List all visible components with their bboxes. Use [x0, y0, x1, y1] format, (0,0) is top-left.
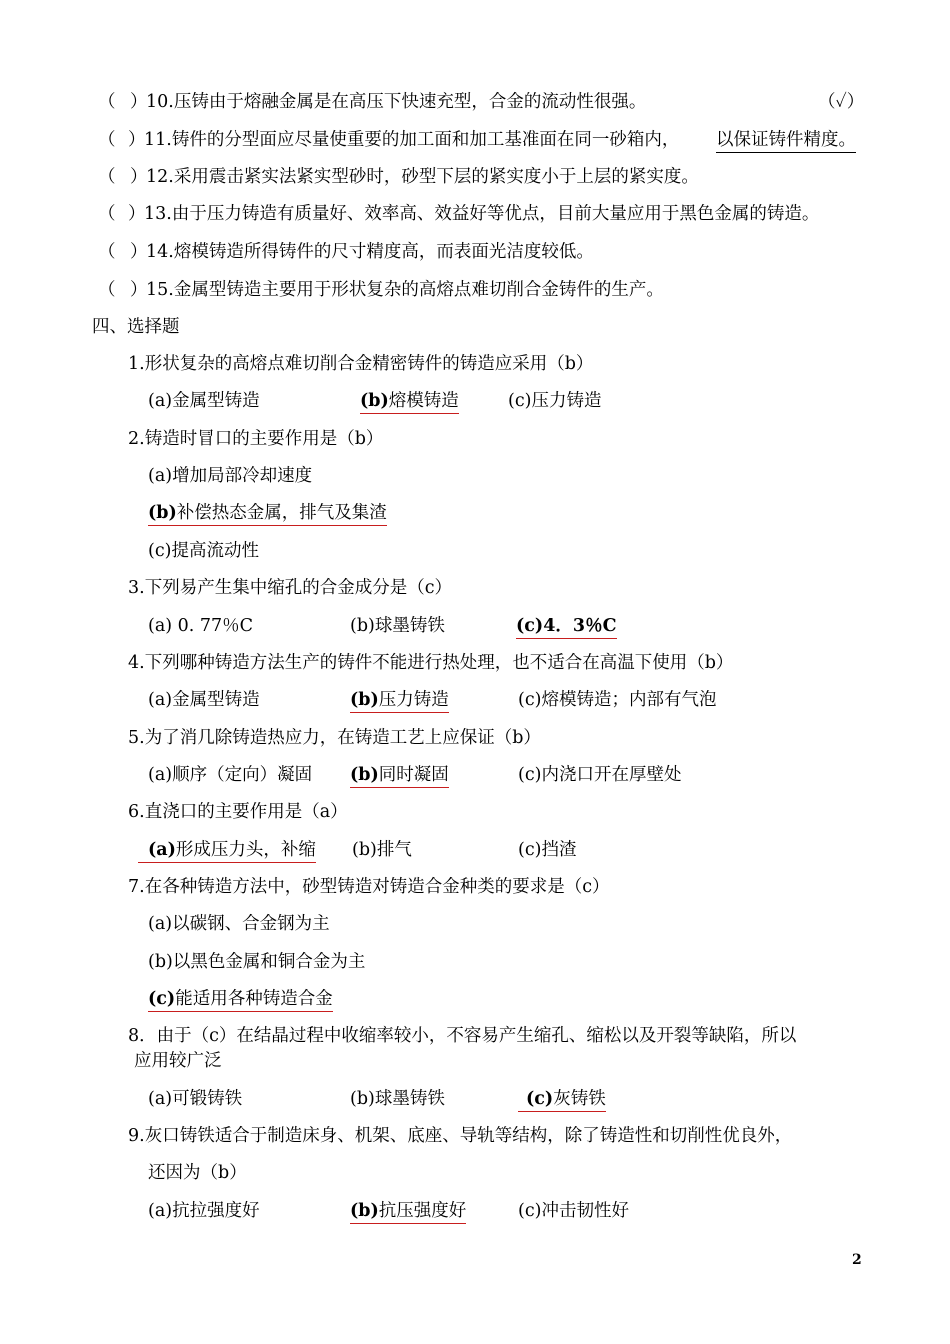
option-b: (b)球墨铸铁: [350, 616, 445, 636]
item-text: 12.采用震击紧实法紧实型砂时，砂型下层的紧实度小于上层的紧实度。: [146, 167, 699, 187]
paren-close: ）: [128, 130, 146, 150]
paren-open: （: [98, 280, 116, 300]
question-stem: 5.为了消几除铸造热应力，在铸造工艺上应保证（b）: [128, 728, 541, 748]
option-a: (a)金属型铸造: [148, 690, 260, 710]
option-c: (c)内浇口开在厚壁处: [518, 765, 682, 785]
answer-check: （✓）: [818, 92, 865, 112]
paren-open: （: [98, 130, 116, 150]
option-a: (a)金属型铸造: [148, 391, 260, 411]
option-a: (a)可锻铸铁: [148, 1089, 243, 1109]
option-b-correct: [350, 764, 449, 788]
paren-close: ）: [130, 280, 148, 300]
option-key: (c): [148, 989, 176, 1009]
paren-open: （: [98, 242, 116, 262]
option-text: 灰铸铁: [553, 1089, 606, 1109]
option-key: (b): [350, 1201, 379, 1221]
option-a: (a) 0. 77％C: [148, 616, 254, 636]
paren-close: ）: [130, 167, 148, 187]
option-a: (a)以碳钢、合金钢为主: [148, 914, 330, 934]
paren-open: （: [98, 167, 116, 187]
question-stem-line2: 还因为（b）: [148, 1163, 247, 1183]
option-b: (b)球墨铸铁: [350, 1089, 445, 1109]
option-key: (a): [148, 840, 176, 860]
option-text: 补偿热态金属，排气及集渣: [176, 503, 387, 523]
answer-correction: 以保证铸件精度。: [716, 129, 856, 153]
option-key: (b): [350, 690, 379, 710]
question-stem: 6.直浇口的主要作用是（a）: [128, 802, 348, 822]
paren-close: ）: [130, 92, 148, 112]
option-key: (b): [148, 503, 177, 523]
option-c: (c)压力铸造: [508, 391, 602, 411]
option-text: 压力铸造: [378, 690, 449, 710]
section-title: 四、选择题: [92, 317, 180, 337]
item-text: 11.铸件的分型面应尽量使重要的加工面和加工基准面在同一砂箱内，: [144, 130, 680, 150]
question-stem: 2.铸造时冒口的主要作用是（b）: [128, 429, 384, 449]
option-b-correct: [350, 1200, 466, 1224]
question-stem-line1: 8．由于（c）在结晶过程中收缩率较小，不容易产生缩孔、缩松以及开裂等缺陷，所以: [128, 1026, 797, 1046]
option-b-correct: [148, 502, 387, 526]
paren-open: （: [98, 204, 116, 224]
option-c-correct: [516, 615, 617, 639]
option-text: 4．3％C: [543, 616, 617, 636]
option-text: 形成压力头，补缩: [175, 840, 316, 860]
item-text: 15.金属型铸造主要用于形状复杂的高熔点难切削合金铸件的生产。: [146, 280, 664, 300]
option-text: 同时凝固: [378, 765, 449, 785]
option-c: (c)挡渣: [518, 840, 577, 860]
option-text: 熔模铸造: [388, 391, 459, 411]
option-key: (b): [350, 765, 379, 785]
option-text: 能适用各种铸造合金: [175, 989, 333, 1009]
question-stem: 4.下列哪种铸造方法生产的铸件不能进行热处理，也不适合在高温下使用（b）: [128, 653, 734, 673]
option-key: (c): [516, 616, 544, 636]
option-c: (c)熔模铸造；内部有气泡: [518, 690, 717, 710]
option-b-correct: [360, 390, 459, 414]
option-a: (a)增加局部冷却速度: [148, 466, 313, 486]
option-a: (a)抗拉强度好: [148, 1201, 260, 1221]
option-b: (b)以黑色金属和铜合金为主: [148, 952, 366, 972]
item-text: 14.熔模铸造所得铸件的尺寸精度高，而表面光洁度较低。: [146, 242, 594, 262]
item-text: 10.压铸由于熔融金属是在高压下快速充型，合金的流动性很强。: [146, 92, 647, 112]
option-c: (c)提高流动性: [148, 541, 259, 561]
question-stem: 3.下列易产生集中缩孔的合金成分是（c）: [128, 578, 452, 598]
page-number: 2: [852, 1252, 862, 1268]
paren-close: ）: [128, 204, 146, 224]
question-stem-line1: 9.灰口铸铁适合于制造床身、机架、底座、导轨等结构，除了铸造性和切削性优良外，: [128, 1126, 793, 1146]
option-c: (c)冲击韧性好: [518, 1201, 629, 1221]
item-text: 13.由于压力铸造有质量好、效率高、效益好等优点，目前大量应用于黑色金属的铸造。: [144, 204, 820, 224]
option-c-correct: [148, 988, 333, 1012]
option-a-correct: [138, 839, 316, 863]
paren-open: （: [98, 92, 116, 112]
paren-close: ）: [130, 242, 148, 262]
option-key: (b): [360, 391, 389, 411]
question-stem: 7.在各种铸造方法中，砂型铸造对铸造合金种类的要求是（c）: [128, 877, 610, 897]
option-b-correct: [350, 689, 449, 713]
option-b: (b)排气: [352, 840, 412, 860]
question-stem: 1.形状复杂的高熔点难切削合金精密铸件的铸造应采用（b）: [128, 354, 594, 374]
option-a: (a)顺序（定向）凝固: [148, 765, 313, 785]
question-stem-line2: 应用较广泛: [134, 1051, 222, 1071]
option-text: 抗压强度好: [378, 1201, 467, 1221]
option-c-correct: [518, 1088, 606, 1112]
option-key: (c): [526, 1089, 554, 1109]
